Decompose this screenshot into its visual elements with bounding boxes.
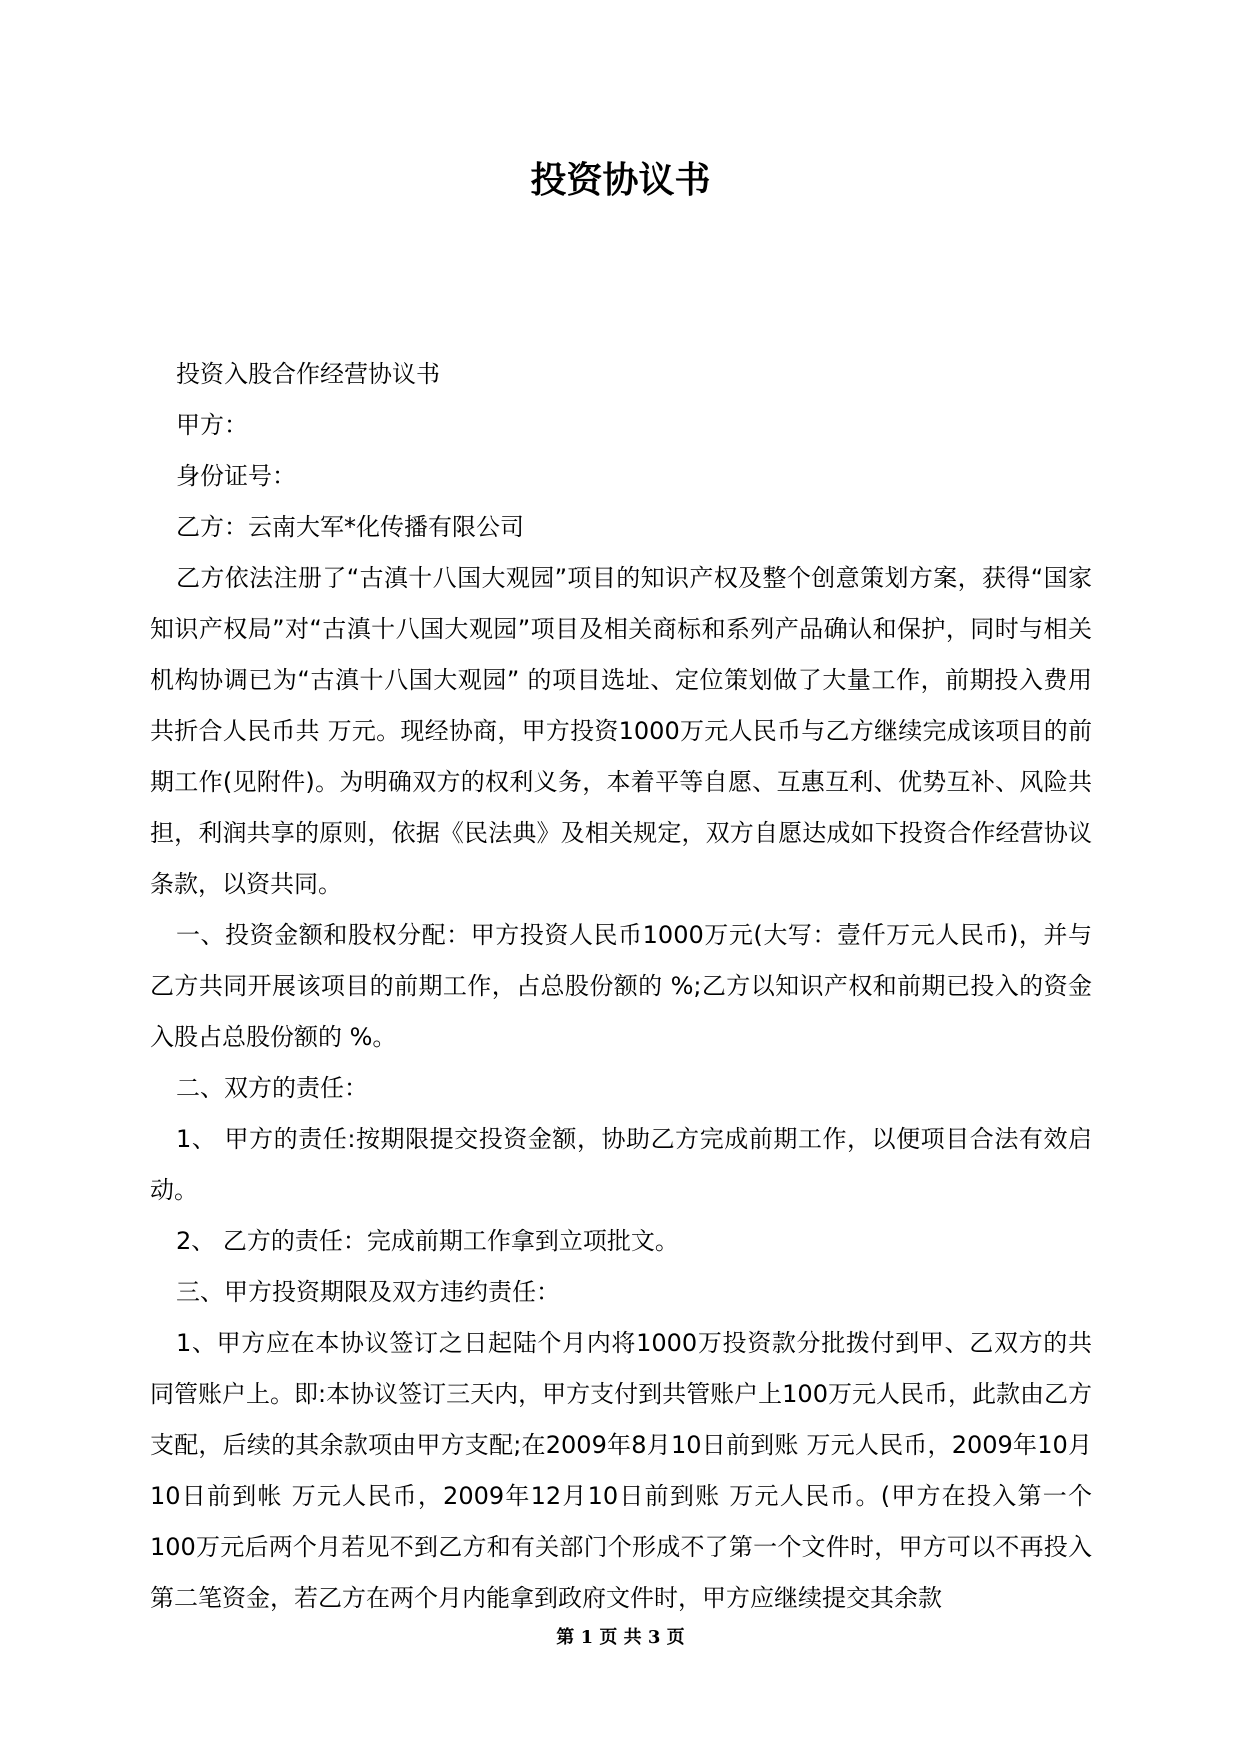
document-title: 投资协议书: [530, 159, 711, 201]
paragraph-section-3-item-1: 1、甲方应在本协议签订之日起陆个月内将1000万投资款分批拨付到甲、乙双方的共同管账户上。即:本协议签订三天内，甲方支付到共管账户上100万元人民币，此款由乙方支配，后续的其余款项由甲方支配;在2009年8月10日前到账 万元人民币，2009年10月10日前到帐 万元人民币，2009年12月10日前到账 万元人民币。(甲方在投入第一个100万元后两个月若见不到乙方和有关部门个形成不了第一个文件时，甲方可以不再投入第二笔资金，若乙方在两个月内能拿到政府文件时，甲方应继续提交其余款: [150, 1329, 1092, 1612]
paragraph-party-a: 甲方：: [176, 411, 248, 439]
paragraph-id-number: 身份证号：: [176, 462, 296, 490]
paragraph-section-2-heading: 二、双方的责任：: [176, 1074, 368, 1102]
paragraph-section-2-item-2: 2、 乙方的责任：完成前期工作拿到立项批文。: [176, 1227, 679, 1255]
paragraph-party-b: 乙方：云南大军*化传播有限公司: [176, 513, 524, 541]
paragraph-section-1: 一、投资金额和股权分配：甲方投资人民币1000万元(大写：壹仟万元人民币)，并与乙方共同开展该项目的前期工作，占总股份额的 %;乙方以知识产权和前期已投入的资金入股占总股份额的 %。: [150, 921, 1092, 1051]
paragraph-section-2-item-1: 1、 甲方的责任:按期限提交投资金额，协助乙方完成前期工作，以便项目合法有效启动。: [150, 1125, 1092, 1204]
paragraph-heading: 投资入股合作经营协议书: [176, 360, 440, 388]
paragraph-section-3-heading: 三、甲方投资期限及双方违约责任：: [176, 1278, 560, 1306]
page-footer: 第 1 页 共 3 页: [556, 1627, 685, 1648]
document-body: [150, 349, 1092, 1624]
paragraph-preamble: 乙方依法注册了“古滇十八国大观园”项目的知识产权及整个创意策划方案，获得“国家知识产权局”对“古滇十八国大观园”项目及相关商标和系列产品确认和保护，同时与相关机构协调已为“古滇十八国大观园” 的项目选址、定位策划做了大量工作，前期投入费用共折合人民币共 万元。现经协商，甲方投资1000万元人民币与乙方继续完成该项目的前期工作(见附件)。为明确双方的权利义务，本着平等自愿、互惠互利、优势互补、风险共担，利润共享的原则，依据《民法典》及相关规定，双方自愿达成如下投资合作经营协议条款，以资共同。: [150, 564, 1092, 898]
